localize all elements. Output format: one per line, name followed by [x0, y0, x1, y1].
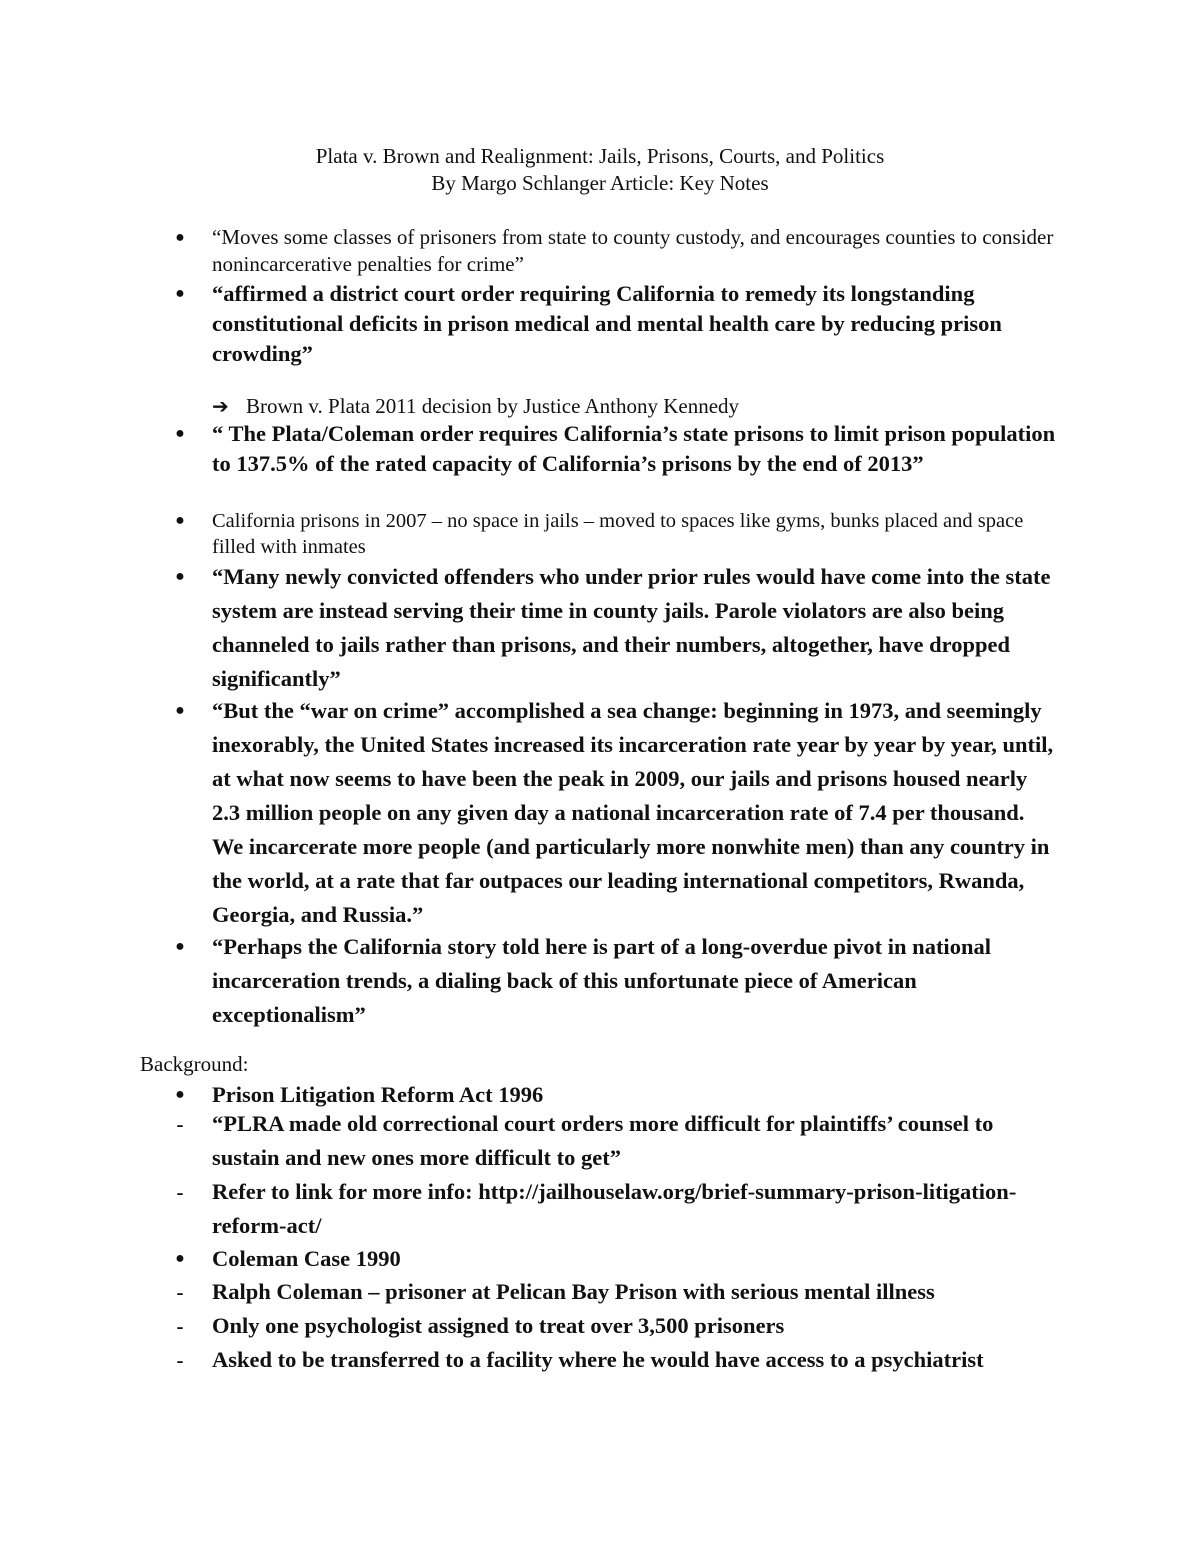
- dash-icon: -: [176, 1314, 184, 1338]
- bullet-icon: ●: [175, 1250, 185, 1267]
- dash-icon: -: [176, 1112, 184, 1136]
- list-item-text: “affirmed a district court order requiring California to remedy its longstanding constitutional deficits in prison medical and mental health care by reducing prison crowding”: [212, 281, 1002, 366]
- bullet-icon: ●: [175, 1086, 185, 1103]
- list-item-text: Ralph Coleman – prisoner at Pelican Bay Prison with serious mental illness: [212, 1279, 935, 1304]
- bullet-icon: ●: [175, 285, 185, 302]
- list-item: [175, 419, 1060, 479]
- arrow-right-icon: ➔: [212, 396, 229, 418]
- bullet-icon: ●: [175, 568, 185, 585]
- list-item: [176, 1107, 1060, 1175]
- list-item: [175, 508, 1060, 560]
- list-item-text: “Perhaps the California story told here is part of a long-overdue pivot in national incarceration trends, a dialing back of this unfortunate piece of American exceptionalism”: [212, 934, 991, 1027]
- list-item-text: Asked to be transferred to a facility where he would have access to a psychiatrist: [212, 1347, 984, 1372]
- list-item-text: “Moves some classes of prisoners from state to county custody, and encourages counties to consider nonincarcerative penalties for crime”: [212, 225, 1054, 276]
- list-item: [176, 1175, 1060, 1243]
- list-item-text: “Many newly convicted offenders who under prior rules would have come into the state system are instead serving their time in county jails. Parole violators are also being channeled to jails rather than prisons, and their numbers, altogether, have dropped significantly”: [212, 564, 1051, 691]
- bullet-icon: ●: [175, 229, 185, 246]
- section-heading: Background:: [140, 1052, 249, 1076]
- bullet-icon: ●: [175, 425, 185, 442]
- list-item-text: “But the “war on crime” accomplished a sea change: beginning in 1973, and seemingly inexorably, the United States increased its incarceration rate year by year by year, until, at what now seems to have been the peak in 2009, our jails and prisons housed nearly 2.3 million people on any given day a national incarceration rate of 7.4 per thousand. We incarcerate more people (and particularly more nonwhite men) than any country in the world, at a rate that far outpaces our leading international competitors, Rwanda, Georgia, and Russia.”: [212, 698, 1054, 927]
- list-item: [176, 1343, 1060, 1377]
- list-item: [175, 1080, 1060, 1110]
- list-item-text: Only one psychologist assigned to treat over 3,500 prisoners: [212, 1313, 785, 1338]
- list-item-text: Coleman Case 1990: [212, 1246, 401, 1271]
- list-item-text: Prison Litigation Reform Act 1996: [212, 1082, 544, 1107]
- list-item: [175, 930, 1060, 1032]
- list-item-text: Refer to link for more info: http://jailhouselaw.org/brief-summary-prison-litigation-reform-act/: [212, 1179, 1017, 1238]
- sub-note-text: Brown v. Plata 2011 decision by Justice Anthony Kennedy: [246, 394, 740, 418]
- document-title: Plata v. Brown and Realignment: Jails, Prisons, Courts, and Politics: [315, 144, 885, 168]
- list-item: [176, 1275, 1060, 1309]
- list-item: [175, 560, 1060, 696]
- bullet-icon: ●: [175, 938, 185, 955]
- list-item: [175, 694, 1060, 932]
- list-item-text: “PLRA made old correctional court orders more difficult for plaintiffs’ counsel to sustain and new ones more difficult to get”: [212, 1111, 994, 1170]
- list-item-text: California prisons in 2007 – no space in jails – moved to spaces like gyms, bunks placed and space filled with inmates: [212, 510, 1024, 558]
- dash-icon: -: [176, 1280, 184, 1304]
- list-item: [175, 279, 1060, 369]
- bullet-icon: ●: [175, 702, 185, 719]
- sub-note: [212, 393, 739, 421]
- document-subtitle: By Margo Schlanger Article: Key Notes: [431, 171, 769, 195]
- bullet-icon: ●: [175, 512, 185, 529]
- list-item: [176, 1309, 1060, 1343]
- dash-icon: -: [176, 1348, 184, 1372]
- list-item: [175, 1242, 1060, 1276]
- dash-icon: -: [176, 1180, 184, 1204]
- list-item-text: “ The Plata/Coleman order requires California’s state prisons to limit prison population to 137.5% of the rated capacity of California’s prisons by the end of 2013”: [212, 421, 1056, 476]
- list-item: [175, 224, 1060, 278]
